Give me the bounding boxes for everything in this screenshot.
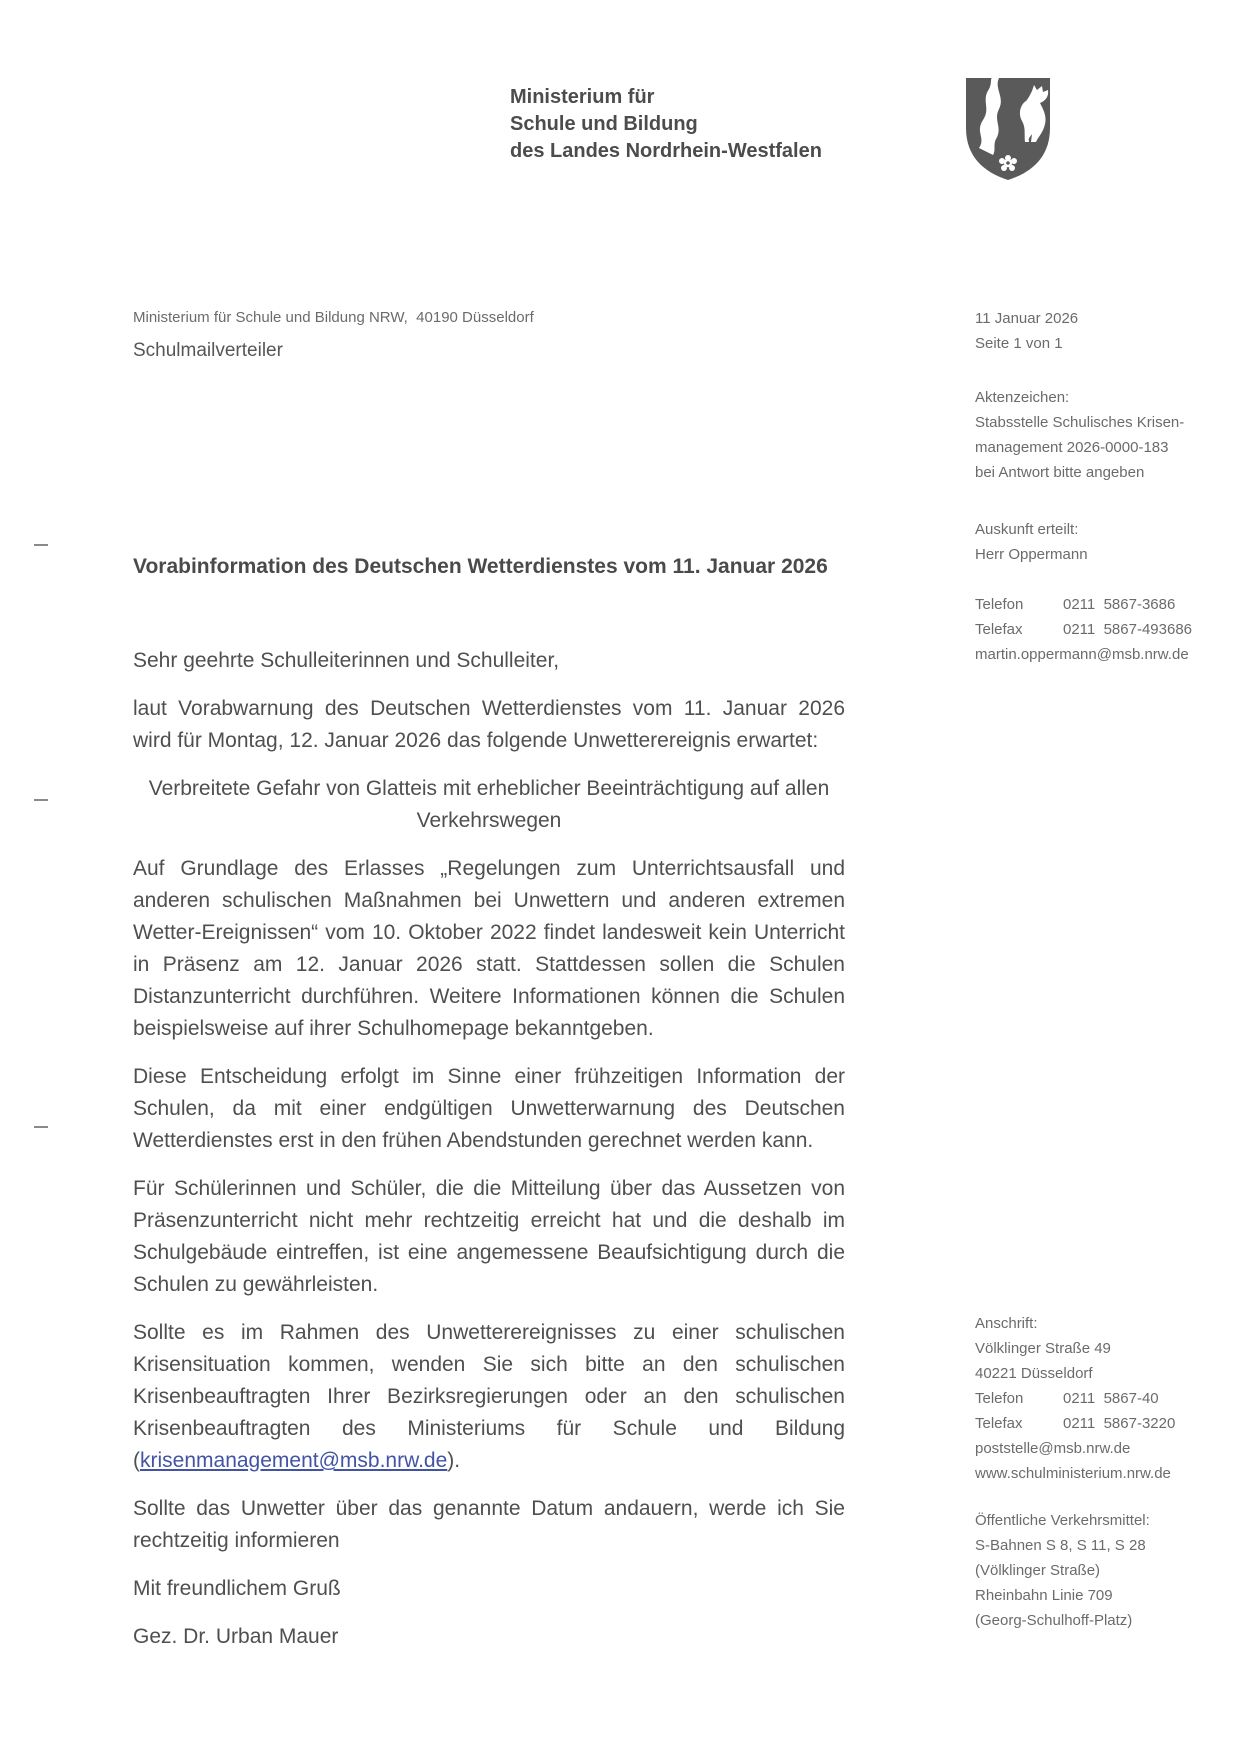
greeting: Sehr geehrte Schulleiterinnen und Schulleiter, — [133, 649, 560, 672]
fold-mark — [34, 1126, 48, 1128]
paragraph-andauern: Sollte das Unwetter über das genannte Datum andauern, werde ich Sie rechtzeitig informieren — [133, 1497, 845, 1552]
paragraph-entscheidung: Diese Entscheidung erfolgt im Sinne einer frühzeitigen Information der Schulen, da mit einer endgültigen Unwetterwarnung des Deutschen Wetterdienstes erst in den frühen Abendstunden gerechnet werden kann. — [133, 1065, 845, 1152]
anschrift-label: Anschrift: — [975, 1315, 1038, 1332]
verkehrsmittel-line: Rheinbahn Linie 709 — [975, 1587, 1113, 1604]
verkehrsmittel-line: S-Bahnen S 8, S 11, S 28 — [975, 1537, 1146, 1554]
paragraph-erlass: Auf Grundlage des Erlasses „Regelungen zum Unterrichtsausfall und anderen schulischen Maßnahmen bei Unwettern und anderen extremen Wetter-Ereignissen“ vom 10. Oktober 2022 findet landesweit kein Unterricht in Präsenz am 12. Januar 2026 statt. Stattdessen sollen die Schulen Distanzunterricht durchführen. Weitere Informationen können die Schulen beispielsweise auf ihrer Schulhomepage bekanntgeben. — [133, 857, 845, 1040]
fold-mark — [34, 544, 48, 546]
auskunft-block — [975, 517, 1215, 567]
paragraph-krisensituation — [133, 1317, 845, 1477]
anschrift-block — [975, 1311, 1215, 1486]
ministry-header — [510, 84, 822, 165]
telefax-row — [975, 1411, 1215, 1436]
recipient: Schulmailverteiler — [133, 340, 283, 361]
letter-body — [133, 551, 845, 1669]
contact-block — [975, 592, 1215, 667]
anschrift-street: Völklinger Straße 49 — [975, 1340, 1111, 1357]
contact-email: martin.oppermann@msb.nrw.de — [975, 646, 1189, 663]
shield-icon — [962, 76, 1054, 182]
ministry-header-line: des Landes Nordrhein-Westfalen — [510, 140, 822, 162]
ministry-header-line: Ministerium für — [510, 86, 655, 108]
nrw-coat-of-arms-icon — [962, 76, 1054, 187]
aktenzeichen-label: Aktenzeichen: — [975, 389, 1070, 406]
aktenzeichen-line: Stabsstelle Schulisches Krisen- — [975, 414, 1185, 431]
telefax-number: 0211 5867-3220 — [1063, 1415, 1176, 1432]
date-page-block — [975, 306, 1215, 356]
subject-line: Vorabinformation des Deutschen Wetterdienstes vom 11. Januar 2026 — [133, 555, 828, 578]
aktenzeichen-line: bei Antwort bitte angeben — [975, 464, 1145, 481]
krise-text-pre: Sollte es im Rahmen des Unwetterereignisses zu einer schulischen Krisensituation kommen, wenden Sie sich bitte an den schulischen Krisenbeauftragten Ihrer Bezirksregierungen oder an den schulischen Krisenbeauftragten des Ministeriums für Schule und Bildung ( — [133, 1321, 845, 1472]
verkehrsmittel-label: Öffentliche Verkehrsmittel: — [975, 1512, 1150, 1529]
anschrift-city: 40221 Düsseldorf — [975, 1365, 1093, 1382]
telefon-label: Telefon — [975, 1390, 1024, 1407]
verkehrsmittel-line: (Georg-Schulhoff-Platz) — [975, 1612, 1133, 1629]
telefon-label: Telefon — [975, 596, 1024, 613]
telefax-label: Telefax — [975, 621, 1023, 638]
auskunft-name: Herr Oppermann — [975, 546, 1088, 563]
krisenmanagement-email-link[interactable]: krisenmanagement@msb.nrw.de — [140, 1449, 448, 1472]
paragraph-intro: laut Vorabwarnung des Deutschen Wetterdienstes vom 11. Januar 2026 wird für Montag, 12. Januar 2026 das folgende Unwetterereignis erwartet: — [133, 697, 845, 752]
telefax-row — [975, 617, 1215, 642]
sender-return-address: Ministerium für Schule und Bildung NRW, 40190 Düsseldorf — [133, 309, 534, 326]
paragraph-beaufsichtigung: Für Schülerinnen und Schüler, die die Mitteilung über das Aussetzen von Präsenzunterricht nicht mehr rechtzeitig erreicht hat und die deshalb im Schulgebäude eintreffen, ist eine angemessene Beaufsichtigung durch die Schulen zu gewährleisten. — [133, 1177, 845, 1296]
aktenzeichen-line: management 2026-0000-183 — [975, 439, 1169, 456]
verkehrsmittel-line: (Völklinger Straße) — [975, 1562, 1101, 1579]
ministry-header-line: Schule und Bildung — [510, 113, 698, 135]
auskunft-label: Auskunft erteilt: — [975, 521, 1079, 538]
fold-mark — [34, 799, 48, 801]
anschrift-email: poststelle@msb.nrw.de — [975, 1440, 1131, 1457]
closing-formula: Mit freundlichem Gruß — [133, 1577, 341, 1600]
telefon-number: 0211 5867-3686 — [1063, 596, 1176, 613]
telefon-row — [975, 592, 1215, 617]
aktenzeichen-block — [975, 385, 1215, 485]
signature: Gez. Dr. Urban Mauer — [133, 1625, 339, 1648]
telefax-number: 0211 5867-493686 — [1063, 621, 1193, 638]
telefax-label: Telefax — [975, 1415, 1023, 1432]
page-indicator: Seite 1 von 1 — [975, 335, 1063, 352]
krise-text-post: ). — [447, 1449, 461, 1472]
telefon-number: 0211 5867-40 — [1063, 1390, 1159, 1407]
telefon-row — [975, 1386, 1215, 1411]
weather-warning-text: Verbreitete Gefahr von Glatteis mit erheblicher Beeinträchtigung auf allen Verkehrswegen — [148, 777, 830, 832]
verkehrsmittel-block — [975, 1508, 1215, 1633]
letter-date: 11 Januar 2026 — [975, 310, 1079, 327]
anschrift-website: www.schulministerium.nrw.de — [975, 1465, 1171, 1482]
